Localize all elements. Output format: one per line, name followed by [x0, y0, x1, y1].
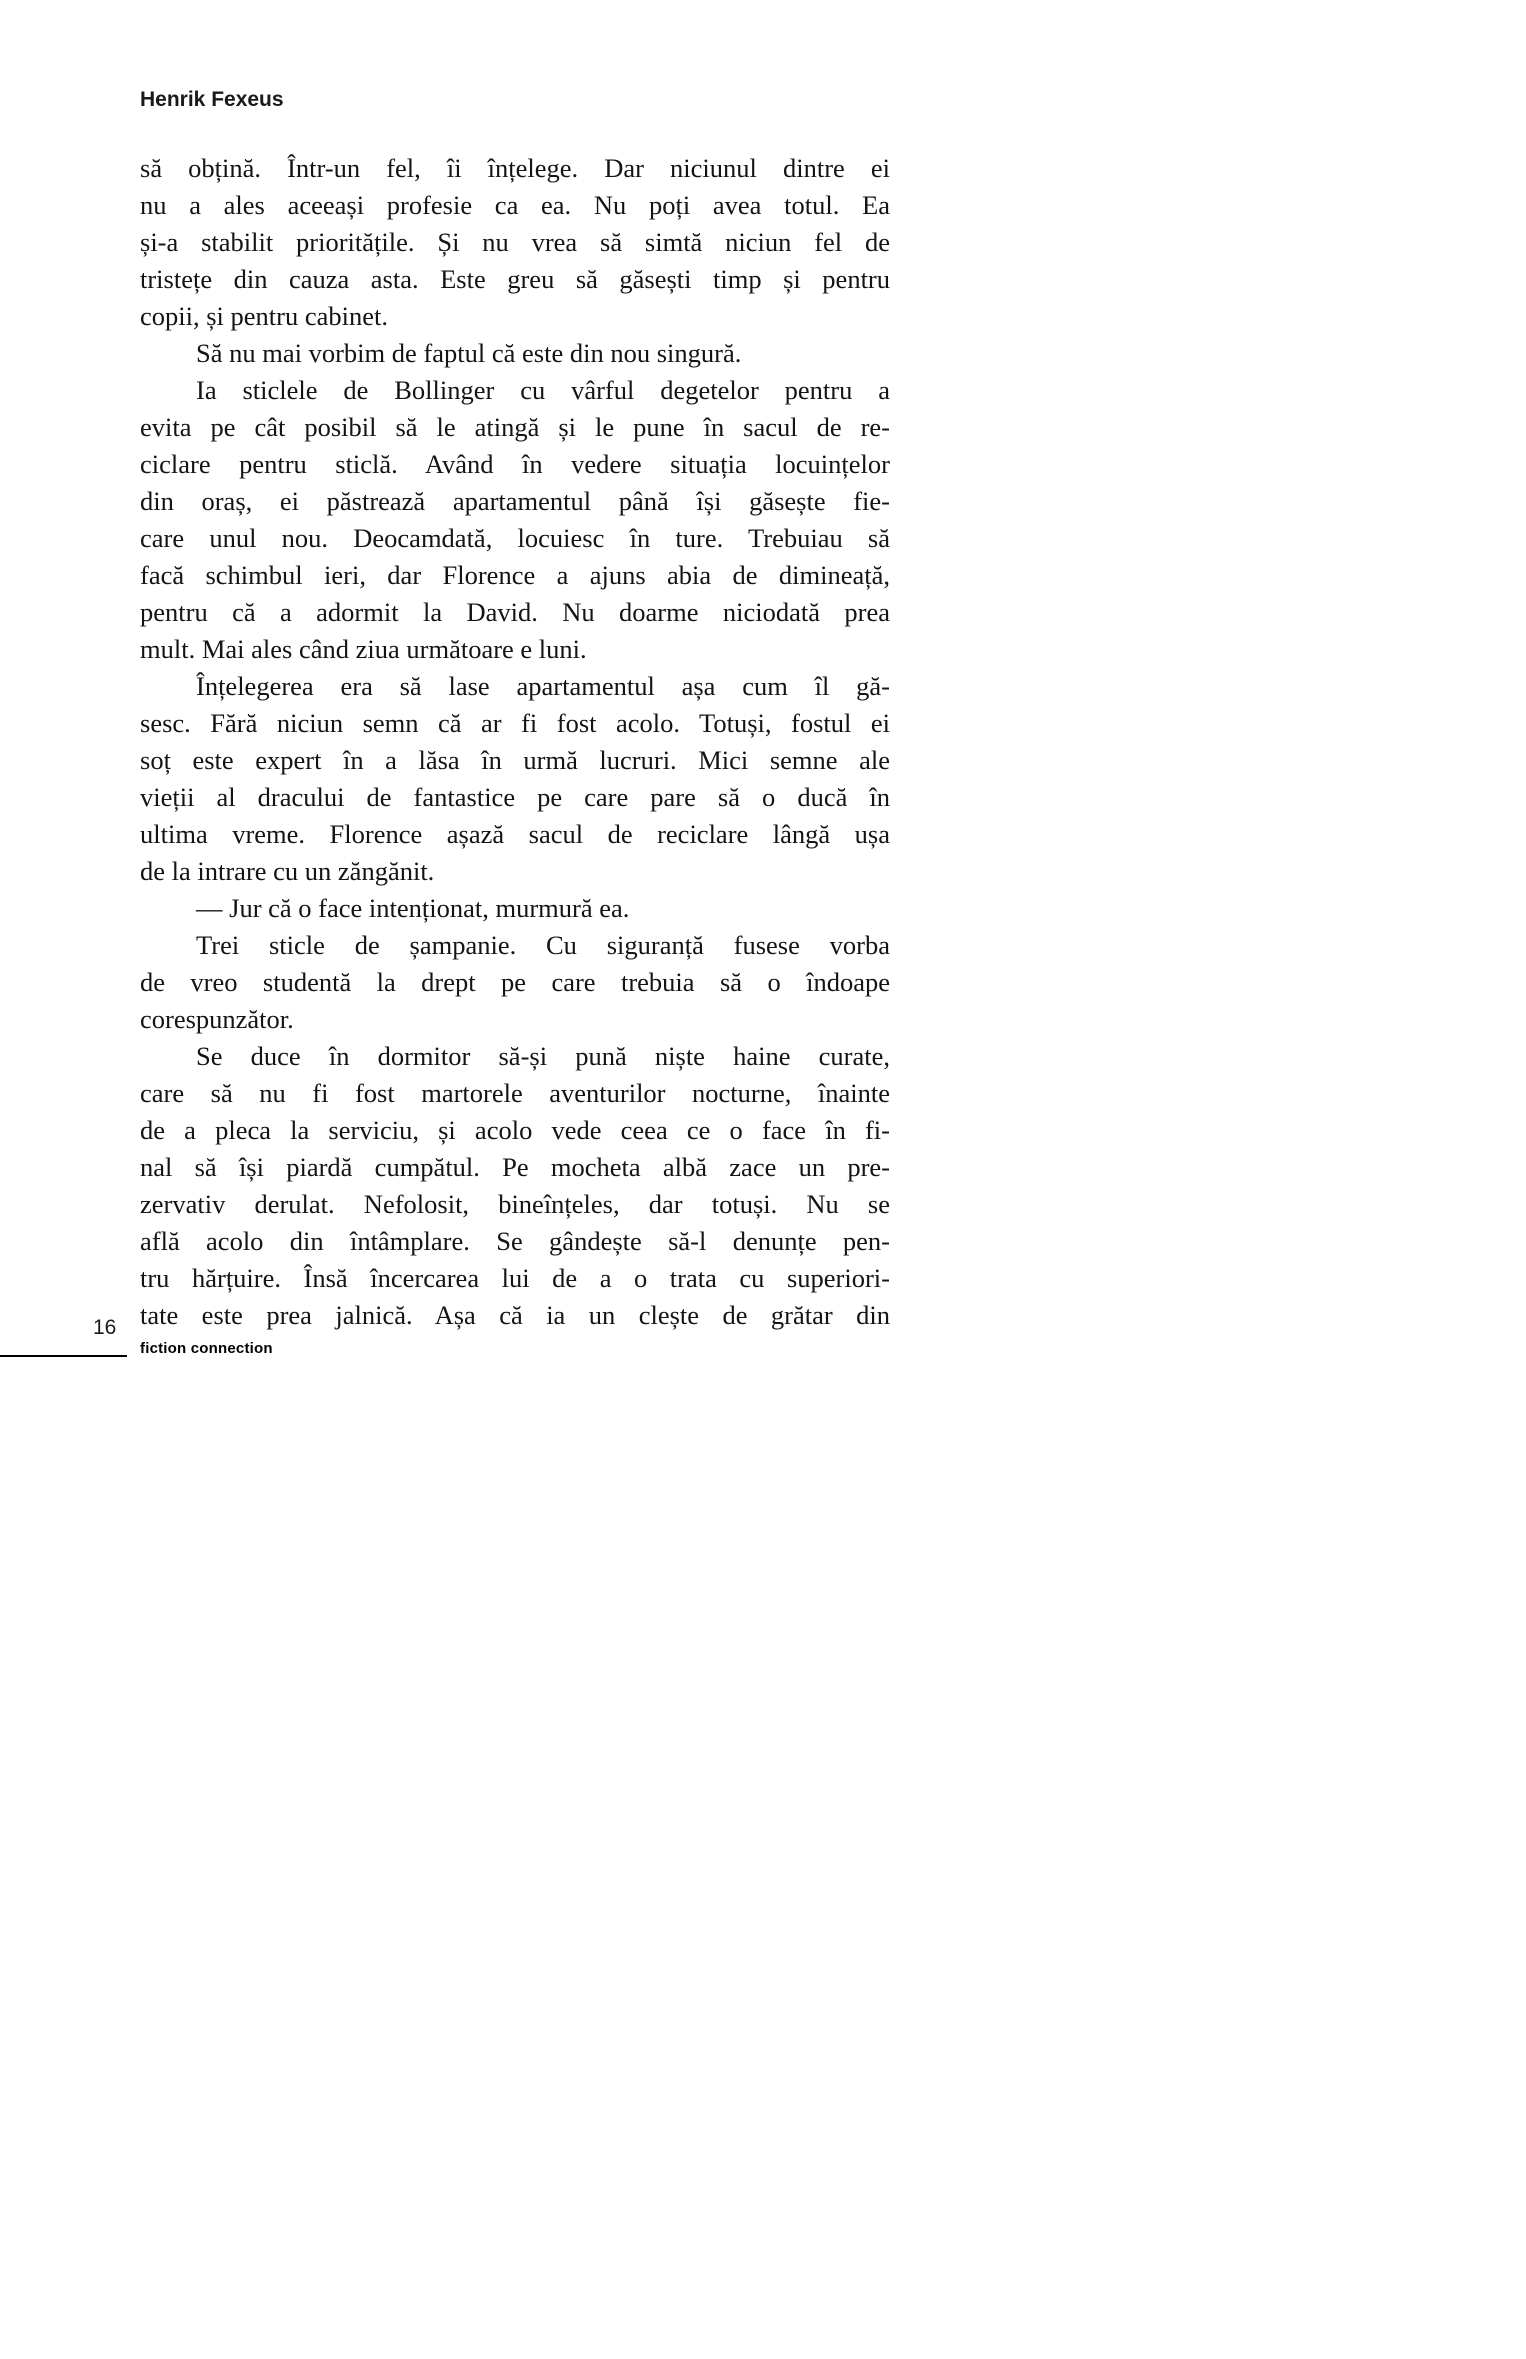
text-line: facă schimbul ieri, dar Florence a ajuns abia de dimineață,	[140, 560, 890, 590]
text-line: — Jur că o face intenționat, murmură ea.	[196, 893, 630, 923]
paragraph	[140, 335, 890, 372]
page-number: 16	[93, 1316, 117, 1339]
text-line: care unul nou. Deocamdată, locuiesc în ture. Trebuiau să	[140, 523, 890, 553]
paragraph	[140, 927, 890, 1038]
paragraph	[140, 372, 890, 668]
text-line: corespunzător.	[140, 1004, 294, 1034]
text-line: tristețe din cauza asta. Este greu să găsești timp și pentru	[140, 264, 890, 294]
text-line: evita pe cât posibil să le atingă și le pune în sacul de re-	[140, 412, 890, 442]
text-line: Înțelegerea era să lase apartamentul așa cum îl gă-	[196, 671, 890, 701]
text-line: Să nu mai vorbim de faptul că este din nou singură.	[196, 338, 742, 368]
text-line: sesc. Fără niciun semn că ar fi fost acolo. Totuși, fostul ei	[140, 708, 890, 738]
text-line: de vreo studentă la drept pe care trebuia să o îndoape	[140, 967, 890, 997]
text-line: de la intrare cu un zăngănit.	[140, 856, 435, 886]
text-line: Ia sticlele de Bollinger cu vârful degetelor pentru a	[196, 375, 890, 405]
text-line: tate este prea jalnică. Așa că ia un clește de grătar din	[140, 1300, 890, 1330]
text-line: să obțină. Într-un fel, îi înțelege. Dar niciunul dintre ei	[140, 153, 890, 183]
text-line: află acolo din întâmplare. Se gândește să-l denunțe pen-	[140, 1226, 890, 1256]
paragraph	[140, 1038, 890, 1334]
text-line: din oraș, ei păstrează apartamentul până își găsește fie-	[140, 486, 890, 516]
text-line: vieții al dracului de fantastice pe care pare să o ducă în	[140, 782, 890, 812]
text-line: care să nu fi fost martorele aventurilor nocturne, înainte	[140, 1078, 890, 1108]
paragraph	[140, 668, 890, 890]
text-line: copii, și pentru cabinet.	[140, 301, 388, 331]
text-line: și-a stabilit prioritățile. Și nu vrea să simtă niciun fel de	[140, 227, 890, 257]
text-line: soț este expert în a lăsa în urmă lucruri. Mici semne ale	[140, 745, 890, 775]
text-line: tru hărțuire. Însă încercarea lui de a o trata cu superiori-	[140, 1263, 890, 1293]
text-line: mult. Mai ales când ziua următoare e luni.	[140, 634, 587, 664]
footer-rule	[0, 1355, 127, 1357]
text-line: nu a ales aceeași profesie ca ea. Nu poți avea totul. Ea	[140, 190, 890, 220]
paragraph	[140, 890, 890, 927]
running-header: Henrik Fexeus	[140, 88, 284, 111]
footer-brand: fiction connection	[140, 1340, 273, 1357]
text-line: pentru că a adormit la David. Nu doarme niciodată prea	[140, 597, 890, 627]
text-line: nal să își piardă cumpătul. Pe mocheta albă zace un pre-	[140, 1152, 890, 1182]
text-line: ciclare pentru sticlă. Având în vedere situația locuințelor	[140, 449, 890, 479]
text-line: ultima vreme. Florence așază sacul de reciclare lângă ușa	[140, 819, 890, 849]
paragraph	[140, 150, 890, 335]
text-line: zervativ derulat. Nefolosit, bineînțeles, dar totuși. Nu se	[140, 1189, 890, 1219]
body-text	[140, 150, 890, 1334]
text-line: Se duce în dormitor să-și pună niște haine curate,	[196, 1041, 890, 1071]
text-line: de a pleca la serviciu, și acolo vede ceea ce o face în fi-	[140, 1115, 890, 1145]
text-line: Trei sticle de șampanie. Cu siguranță fusese vorba	[196, 930, 890, 960]
